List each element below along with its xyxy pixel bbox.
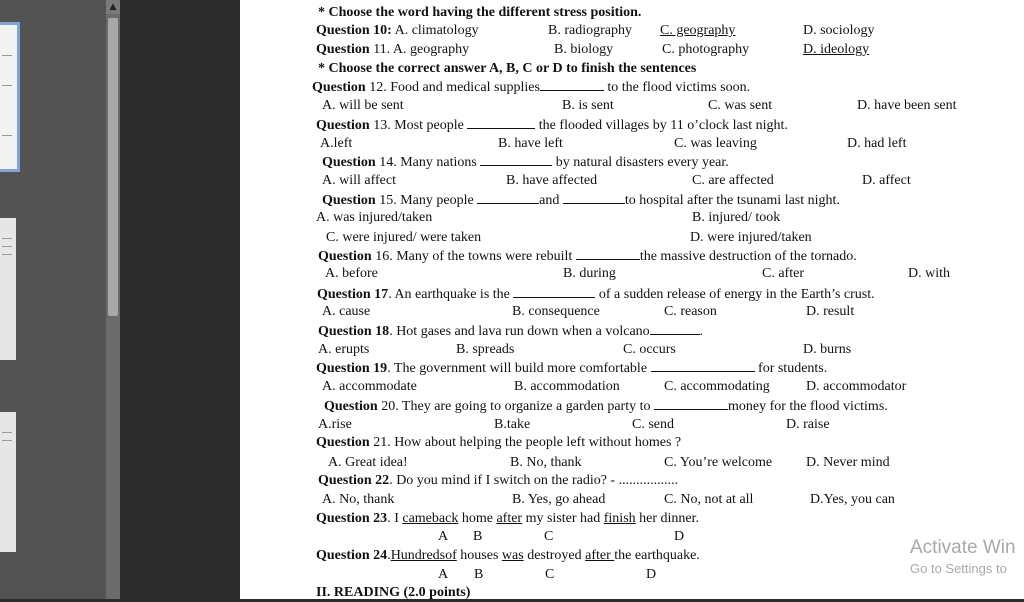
answer-blank — [650, 322, 700, 335]
question-14: Question 14. Many nations by natural disasters every year. — [322, 155, 729, 170]
answer-blank — [576, 247, 640, 260]
option-d: D. Never mind — [806, 455, 890, 470]
page-thumbnail[interactable] — [0, 412, 16, 552]
marker-b: B — [473, 529, 483, 544]
question-label: Question 10: — [316, 23, 392, 38]
option-c: C. were injured/ were taken — [326, 230, 482, 245]
option-d: D. had left — [847, 136, 907, 151]
question-label: Question 23 — [316, 511, 388, 526]
option-d: D. result — [806, 304, 855, 319]
question-label: Question — [322, 193, 376, 208]
underlined-word: Hundredsof — [390, 548, 457, 563]
option-b: B. consequence — [512, 304, 600, 319]
marker-b: B — [474, 567, 484, 582]
option-c: C. was leaving — [674, 136, 757, 151]
answer-blank — [513, 285, 595, 298]
question-19: Question 19. The government will build more comfortable for students. — [316, 361, 828, 376]
option-d: D. raise — [786, 417, 830, 432]
option-d: D. with — [908, 266, 950, 281]
option-b: B. Yes, go ahead — [512, 492, 606, 507]
answer-blank — [563, 191, 625, 204]
question-24: Question 24.Hundredsof houses was destroyed after the earthquake. — [316, 548, 700, 563]
question-22: Question 22. Do you mind if I switch on the radio? - ................. — [318, 473, 679, 488]
option-d: D. accommodator — [806, 379, 907, 394]
answer-blank — [480, 153, 552, 166]
question-11 — [316, 41, 469, 59]
question-label: Question 22 — [318, 473, 390, 488]
option-c: C. geography — [660, 23, 736, 38]
scrollbar-thumb[interactable] — [108, 18, 118, 316]
question-16: Question 16. Many of the towns were rebuilt the massive destruction of the tornado. — [318, 249, 857, 264]
option-a: A. Great idea! — [328, 455, 408, 470]
underlined-word: after — [496, 511, 523, 526]
question-label: Question 18 — [318, 324, 390, 339]
option-d: D. were injured/taken — [690, 230, 812, 245]
option-d: D. sociology — [803, 23, 875, 38]
answer-blank — [477, 191, 539, 204]
question-18: Question 18. Hot gases and lava run down when a volcano . — [318, 324, 704, 339]
marker-a: A — [438, 529, 449, 544]
option-d: D. ideology — [803, 42, 870, 57]
marker-a: A — [438, 567, 449, 582]
option-b: B. No, thank — [510, 455, 582, 470]
section-heading-answers: * Choose the correct answer A, B, C or D to finish the sentences — [318, 61, 697, 76]
option-c: C. No, not at all — [664, 492, 754, 507]
option-c: C. are affected — [692, 173, 774, 188]
question-17: Question 17. An earthquake is the of a sudden release of energy in the Earth’s crust. — [317, 287, 875, 302]
option-a: 11. A. geography — [373, 42, 470, 57]
marker-d: D — [646, 567, 657, 582]
question-label: Question — [316, 435, 370, 450]
option-a: A. erupts — [318, 342, 370, 357]
option-b: B. accommodation — [514, 379, 620, 394]
option-b: B. biology — [554, 42, 614, 57]
option-a: A. No, thank — [322, 492, 395, 507]
answer-blank — [654, 397, 728, 410]
option-a: A. will be sent — [322, 98, 404, 113]
activation-watermark-subtitle: Go to Settings to — [910, 561, 1007, 576]
option-d: D. burns — [803, 342, 852, 357]
scroll-up-icon[interactable]: ▲ — [106, 0, 120, 14]
section-heading-stress: * Choose the word having the different stress position. — [318, 5, 642, 20]
page-thumbnail-current[interactable] — [0, 22, 20, 172]
option-b: B. spreads — [456, 342, 515, 357]
option-b: B. radiography — [548, 23, 632, 38]
underlined-word: finish — [603, 511, 636, 526]
question-23: Question 23. I cameback home after my sister had finish her dinner. — [316, 511, 700, 526]
question-label: Question — [312, 80, 366, 95]
section-heading-reading: II. READING (2.0 points) — [316, 585, 471, 600]
question-15: Question 15. Many people and to hospital after the tsunami last night. — [322, 193, 840, 208]
answer-blank — [467, 116, 535, 129]
option-c: C. after — [762, 266, 804, 281]
option-b: B. injured/ took — [692, 210, 781, 225]
question-label: Question — [324, 399, 378, 414]
question-label: Question 19 — [316, 361, 388, 376]
option-c: C. photography — [662, 42, 750, 57]
page-thumbnail[interactable] — [0, 218, 16, 360]
underlined-word: was — [501, 548, 524, 563]
option-c: C. You’re welcome — [664, 455, 773, 470]
option-d: D. affect — [862, 173, 911, 188]
option-c: C. reason — [664, 304, 717, 319]
option-d: D. have been sent — [857, 98, 957, 113]
option-b: B.take — [494, 417, 531, 432]
option-b: B. is sent — [562, 98, 614, 113]
option-a: A. will affect — [322, 173, 396, 188]
option-a: A. was injured/taken — [316, 210, 433, 225]
option-a: A. before — [325, 266, 378, 281]
question-label: Question 17 — [317, 287, 389, 302]
option-a: A.left — [320, 136, 353, 151]
question-12: Question 12. Food and medical supplies to the flood victims soon. — [312, 80, 751, 95]
question-20: Question 20. They are going to organize a garden party to money for the flood victims. — [324, 399, 888, 414]
question-label: Question — [322, 155, 376, 170]
question-label: Question — [318, 249, 372, 264]
option-a: A. accommodate — [322, 379, 417, 394]
answer-blank — [540, 78, 604, 91]
underlined-word: after — [585, 548, 615, 563]
question-13: Question 13. Most people the flooded villages by 11 o’clock last night. — [316, 118, 788, 133]
question-10 — [316, 22, 479, 40]
option-b: B. during — [563, 266, 616, 281]
option-b: B. have affected — [506, 173, 598, 188]
option-a: A. climatology — [394, 23, 479, 38]
activation-watermark-title: Activate Win — [910, 537, 1016, 558]
option-c: C. occurs — [623, 342, 676, 357]
option-c: C. accommodating — [664, 379, 770, 394]
option-a: A.rise — [318, 417, 352, 432]
option-a: A. cause — [322, 304, 371, 319]
question-label: Question 24 — [316, 548, 388, 563]
marker-c: C — [545, 567, 555, 582]
option-d: D.Yes, you can — [810, 492, 895, 507]
underlined-word: cameback — [402, 511, 459, 526]
question-label: Question — [316, 42, 370, 57]
question-21: Question 21. How about helping the people left without homes ? — [316, 435, 682, 450]
marker-d: D — [674, 529, 685, 544]
option-b: B. have left — [498, 136, 563, 151]
page-thumbnail-panel — [0, 0, 120, 599]
option-c: C. send — [632, 417, 674, 432]
marker-c: C — [544, 529, 554, 544]
answer-blank — [651, 359, 755, 372]
option-c: C. was sent — [708, 98, 773, 113]
question-label: Question — [316, 118, 370, 133]
